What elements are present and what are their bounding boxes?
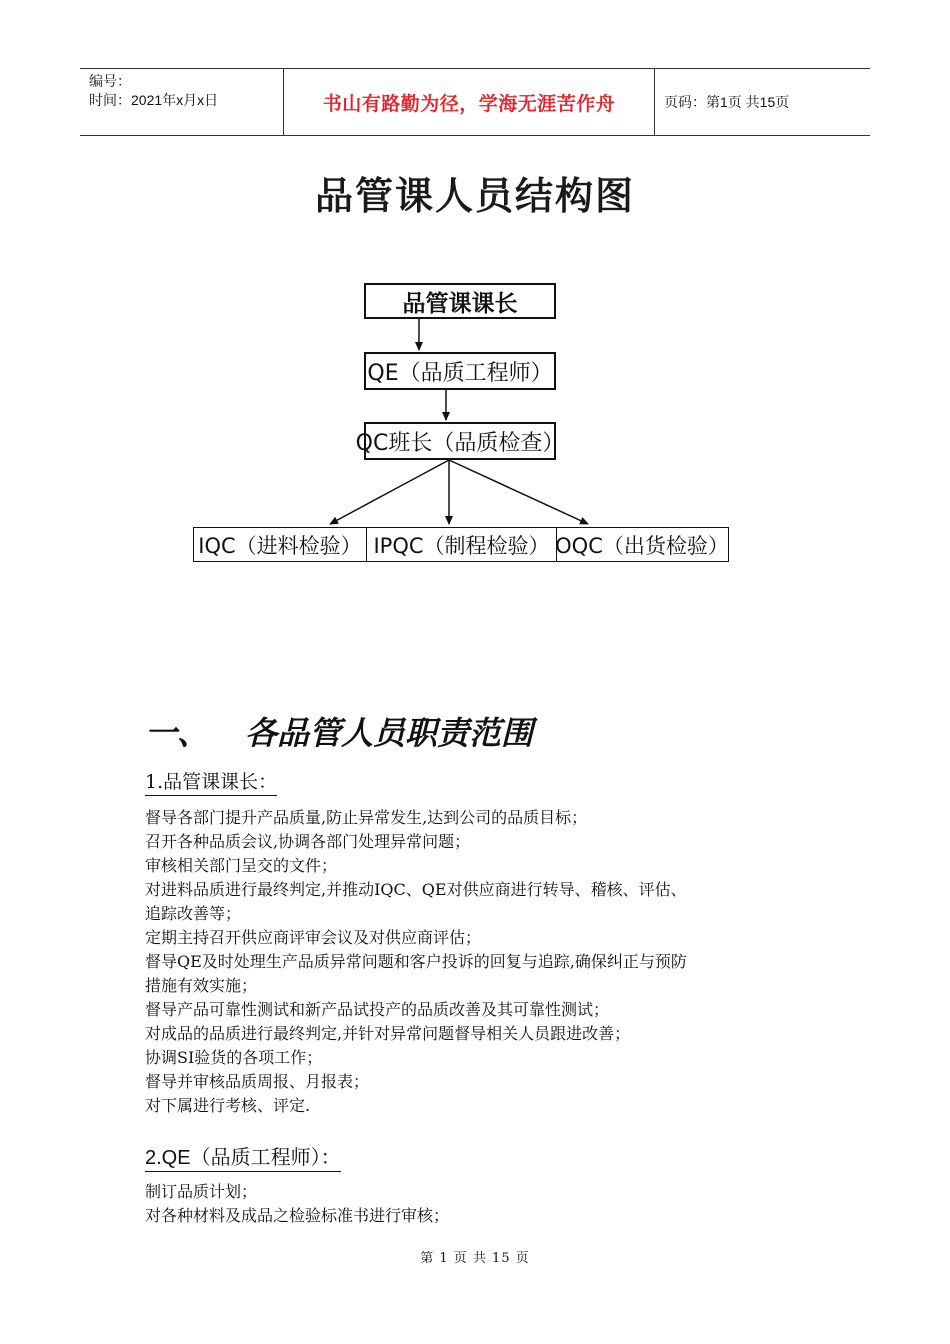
list-item: 制订品质计划；	[145, 1182, 258, 1201]
manager-duties-heading: 1.品管课课长：	[145, 767, 277, 796]
list-item: 定期主持召开供应商评审会议及对供应商评估；	[145, 928, 482, 947]
list-item: 督导QE及时处理生产品质异常问题和客户投诉的回复与追踪,确保纠正与预防	[145, 952, 687, 971]
list-item: 督导产品可靠性测试和新产品试投产的品质改善及其可靠性测试；	[145, 1000, 610, 1019]
section-title: 各品管人员职责范围	[245, 714, 534, 752]
org-node-oqc: OQC（出货检验）	[556, 528, 727, 561]
list-item: 督导各部门提升产品质量,防止异常发生,达到公司的品质目标；	[145, 808, 588, 827]
list-item: 对进料品质进行最终判定,并推动IQC、QE对供应商进行转导、稽核、评估、	[145, 880, 687, 899]
section-heading	[145, 708, 533, 754]
connector-qc-to-oqc	[449, 460, 588, 524]
org-node-manager: 品管课课长	[364, 283, 556, 319]
header-meta	[80, 69, 283, 135]
org-node-qc-leader: QC班长（品质检查）	[364, 422, 556, 460]
qe-duties-list	[145, 1180, 825, 1228]
org-inspection-row	[193, 527, 729, 562]
manager-duties-list	[145, 806, 825, 1118]
connector-qc-to-iqc	[330, 460, 449, 524]
qe-duties-heading: 2.QE（品质工程师）：	[145, 1141, 341, 1172]
org-chart-title: 品管课人员结构图	[314, 174, 635, 218]
document-date-label: 时间：2021年x月x日	[89, 92, 219, 108]
org-node-ipqc: IPQC（制程检验）	[366, 528, 556, 561]
list-item: 追踪改善等；	[145, 904, 242, 923]
org-node-qe: QE（品质工程师）	[364, 352, 556, 390]
section-number: 一、	[145, 714, 210, 752]
header-page-info: 页码：第1页 共15页	[664, 94, 790, 110]
page-footer: 第 1 页 共 15 页	[420, 1251, 530, 1266]
page-header	[80, 68, 870, 136]
document-number-label: 编号：	[89, 73, 131, 89]
list-item: 审核相关部门呈交的文件；	[145, 856, 338, 875]
list-item: 对成品的品质进行最终判定,并针对异常问题督导相关人员跟进改善；	[145, 1024, 631, 1043]
header-motto: 书山有路勤为径，学海无涯苦作舟	[283, 69, 655, 135]
list-item: 召开各种品质会议,协调各部门处理异常问题；	[145, 832, 471, 851]
org-node-iqc: IQC（进料检验）	[198, 533, 362, 558]
list-item: 对各种材料及成品之检验标准书进行审核；	[145, 1206, 450, 1225]
list-item: 对下属进行考核、评定.	[145, 1096, 311, 1115]
list-item: 督导并审核品质周报、月报表；	[145, 1072, 370, 1091]
list-item: 措施有效实施；	[145, 976, 258, 995]
list-item: 协调SI验货的各项工作；	[145, 1048, 323, 1067]
